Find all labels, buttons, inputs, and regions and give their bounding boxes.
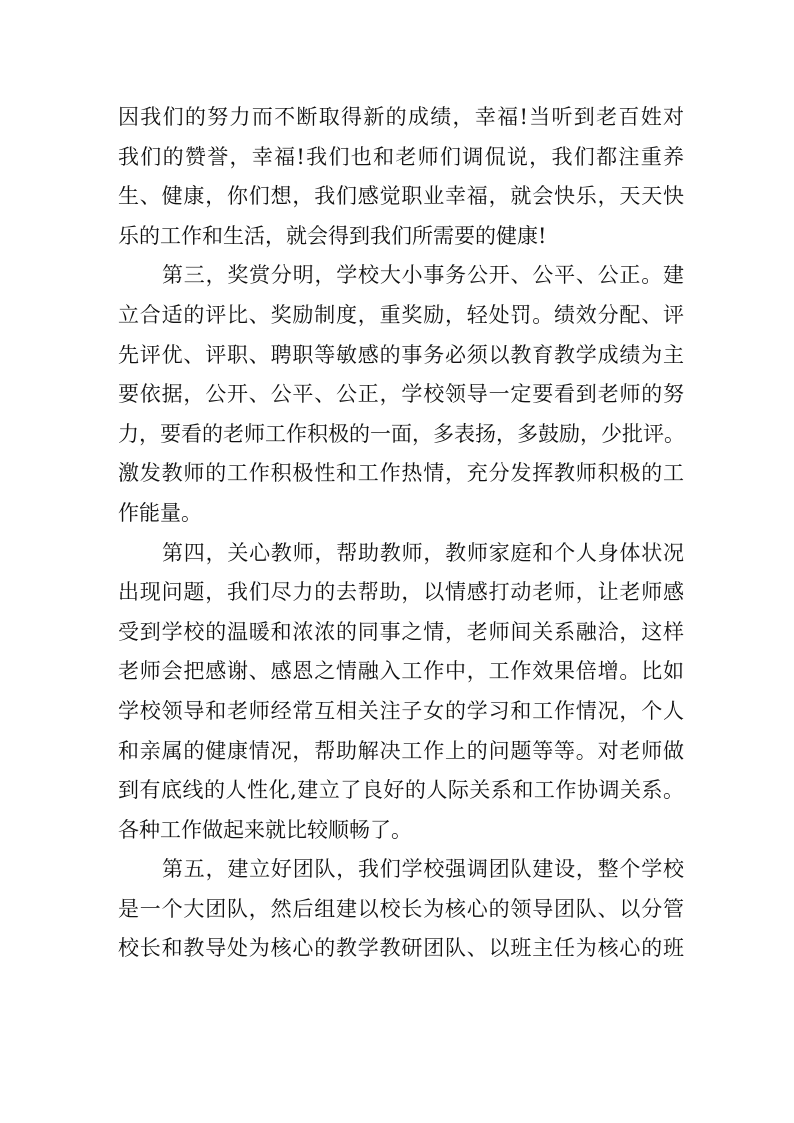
text-line: 出现问题，我们尽力的去帮助，以情感打动老师，让老师感 (118, 580, 684, 605)
text-line: 是一个大团队，然后组建以校长为核心的领导团队、以分管 (118, 896, 684, 921)
text-line: 激发教师的工作积极性和工作热情，充分发挥教师积极的工 (118, 461, 684, 486)
paragraph-3-first-line: 第三，奖赏分明，学校大小事务公开、公平、公正。建 (162, 263, 684, 288)
text-line: 要依据，公开、公平、公正，学校领导一定要看到老师的努 (118, 382, 684, 407)
paragraph-5-first-line: 第五，建立好团队，我们学校强调团队建设，整个学校 (162, 857, 684, 882)
paragraph-4-first-line: 第四，关心教师，帮助教师，教师家庭和个人身体状况 (162, 540, 684, 565)
text-line: 和亲属的健康情况，帮助解决工作上的问题等等。对老师做 (118, 738, 684, 763)
text-line: 生、健康，你们想，我们感觉职业幸福，就会快乐，天天快 (118, 184, 684, 209)
text-line: 立合适的评比、奖励制度，重奖励，轻处罚。绩效分配、评 (118, 302, 684, 327)
text-line: 各种工作做起来就比较顺畅了。 (118, 817, 412, 842)
text-line: 到有底线的人性化,建立了良好的人际关系和工作协调关系。 (118, 778, 684, 803)
text-line: 作能量。 (118, 500, 202, 525)
text-line: 学校领导和老师经常互相关注子女的学习和工作情况，个人 (118, 698, 684, 723)
text-line: 先评优、评职、聘职等敏感的事务必须以教育教学成绩为主 (118, 342, 684, 367)
text-line: 乐的工作和生活，就会得到我们所需要的健康! (118, 223, 547, 248)
text-line: 受到学校的温暖和浓浓的同事之情，老师间关系融洽，这样 (118, 619, 684, 644)
text-line: 老师会把感谢、感恩之情融入工作中，工作效果倍增。比如 (118, 659, 684, 684)
body-text (118, 98, 684, 969)
text-line: 校长和教导处为核心的教学教研团队、以班主任为核心的班 (118, 936, 684, 961)
text-line: 力，要看的老师工作积极的一面，多表扬，多鼓励，少批评。 (118, 421, 685, 446)
text-line: 因我们的努力而不断取得新的成绩，幸福!当听到老百姓对 (118, 105, 684, 129)
text-line: 我们的赞誉，幸福!我们也和老师们调侃说，我们都注重养 (118, 144, 684, 169)
